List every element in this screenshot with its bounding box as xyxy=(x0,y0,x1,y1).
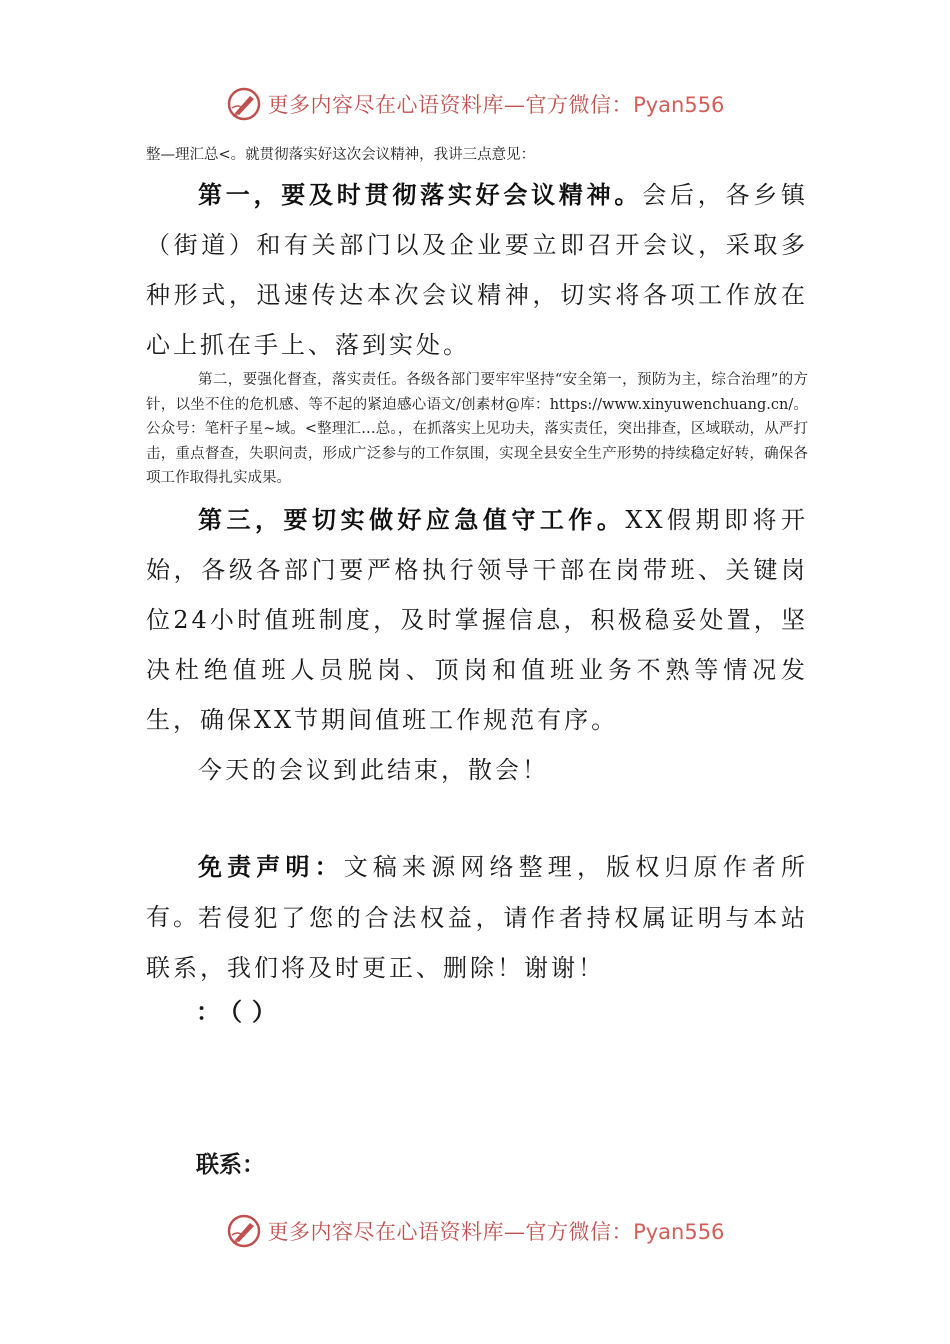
disclaimer-text: 文稿来源网络整理，版权归原作者所有。 xyxy=(146,853,808,931)
header-banner xyxy=(0,84,950,124)
contact-label: 联系： xyxy=(196,1152,265,1178)
header-banner-text: 更多内容尽在心语资料库—官方微信：Pyan556 xyxy=(267,93,725,117)
closing-line: 今天的会议到此结束，散会！ xyxy=(198,756,549,784)
paren-line: ：（） xyxy=(196,998,286,1026)
paragraph-1-body: 会后，各乡镇（街道）和有关部门以及企业要立即召开会议，采取多种形式，迅速传达本次会议精神，切实将各项工作放在心上抓在手上、落到实处。 xyxy=(146,181,809,359)
paragraph-1 xyxy=(146,170,808,370)
footer-banner-text: 更多内容尽在心语资料库—官方微信：Pyan556 xyxy=(267,1220,725,1244)
disclaimer-contact-note: 若侵犯了您的合法权益，请作者持权属证明与本站联系，我们将及时更正、删除！谢谢！ xyxy=(146,904,808,982)
paragraph-3-body: XX假期即将开始，各级各部门要严格执行领导干部在岗带班、关键岗位24小时值班制度，及时掌握信息，积极稳妥处置，坚决杜绝值班人员脱岗、顶岗和值班业务不熟等情况发生，确保XX节期间值班工作规范有序。 xyxy=(146,506,809,734)
intro-line: 整—理汇总<。就贯彻落实好这次会议精神，我讲三点意见： xyxy=(146,147,536,163)
pen-logo-icon xyxy=(226,1213,262,1249)
paragraph-3-heading: 第三，要切实做好应急值守工作。 xyxy=(198,506,626,534)
paragraph-3 xyxy=(146,495,808,745)
paragraph-1-heading: 第一，要及时贯彻落实好会议精神。 xyxy=(198,181,643,209)
pen-logo-icon xyxy=(226,86,262,122)
paragraph-2: 第二，要强化督查，落实责任。各级各部门要牢牢坚持“安全第一，预防为主，综合治理”的方针，以坐不住的危机感、等不起的紧迫感心语文/创素材@库：https://www.xinyuwenchuang.cn/。公众号：笔杆子星~域。<整理汇…总。，在抓落实上见功夫，落实责任，突出排查，区域联动，从严打击，重点督查，失职问责，形成广泛参与的工作氛围，实现全县安全生产形势的持续稳定好转，确保各项工作取得扎实成果。 xyxy=(146,372,808,486)
footer-banner xyxy=(0,1211,950,1251)
disclaimer-label: 免责声明： xyxy=(198,853,344,881)
